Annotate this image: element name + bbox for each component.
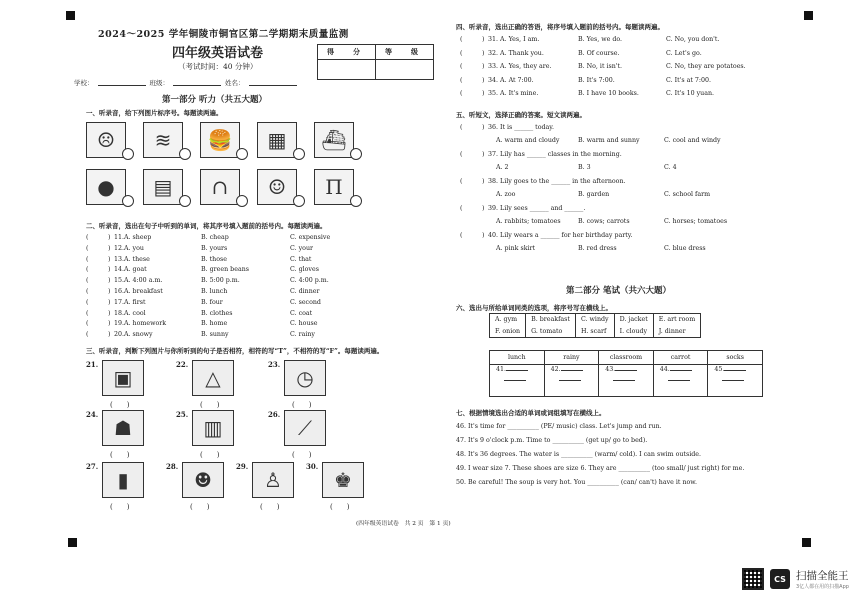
man-with-hat-icon: ♚ (322, 462, 364, 498)
sec4-question-row (456, 77, 796, 87)
question-number: 24. (86, 410, 99, 419)
question-number: 13. (114, 255, 125, 263)
class-label: 班级： (149, 79, 169, 87)
word-option: G. tomato (526, 326, 576, 338)
scanner-watermark (742, 568, 849, 590)
sec5-question-row (456, 124, 796, 148)
answer-paren-close[interactable]: ) (482, 178, 485, 185)
registration-mark (804, 11, 813, 20)
answer-paren-close[interactable]: ) (108, 288, 111, 295)
answer-paren-open[interactable]: ( (86, 298, 89, 306)
option-a: A. you (124, 244, 144, 252)
option-b: B. I have 10 books. (578, 90, 639, 97)
answer-paren-close[interactable]: ) (108, 244, 111, 252)
answer-circle[interactable] (350, 195, 362, 207)
exam-duration: （考试时间：40 分钟） (178, 62, 258, 71)
sec4-question-row (456, 36, 796, 46)
question-number: 26. (268, 410, 281, 419)
sec4-question-row (456, 50, 796, 60)
option-a: A. 2 (496, 164, 509, 171)
option-b: B. It's 7:00. (578, 76, 615, 84)
category-answer-cell[interactable] (653, 365, 708, 397)
option-a: A. zoo (496, 191, 516, 198)
option-b: B. home (201, 320, 228, 328)
app-tagline: 3亿人都在用的扫描App (796, 584, 849, 590)
answer-paren-open[interactable]: ( (460, 76, 463, 84)
option-b: B. clothes (201, 309, 233, 317)
school-field[interactable] (98, 78, 146, 86)
word-option: H. scarf (575, 326, 614, 338)
question-text: 40. Lily wears a ______ for her birthday party. (488, 232, 633, 239)
girl-icon: ☺ (257, 169, 297, 205)
section2-heading: 二、听录音，选出在句子中听到的单词，将其序号填入题前的括号内。每题读两遍。 (86, 222, 327, 230)
question-number: 45. (714, 366, 725, 373)
score-table (317, 44, 434, 80)
answer-paren-open[interactable]: ( (460, 90, 463, 97)
category-header: lunch (490, 351, 545, 365)
option-b: B. green beans (201, 266, 249, 274)
exam-title: 四年级英语试卷 (172, 46, 264, 61)
answer-circle[interactable] (122, 148, 134, 160)
answer-circle[interactable] (293, 148, 305, 160)
answer-paren-close[interactable]: ) (108, 320, 111, 328)
option-c: C. expensive (290, 234, 331, 241)
answer-paren-open[interactable]: ( (86, 288, 89, 295)
knife-icon: ⟋ (284, 410, 326, 446)
option-c: C. second (290, 298, 321, 306)
fill-in-sentence[interactable]: 50. Be careful! The soup is very hot. You __________ (can/ can't) have it now. (456, 479, 697, 486)
question-number: 20. (114, 331, 125, 339)
answer-paren-close[interactable]: ) (482, 76, 485, 84)
sec2-question-row (86, 256, 416, 266)
registration-mark (802, 538, 811, 547)
answer-paren-close[interactable]: ) (482, 205, 485, 212)
pants-icon: Π (314, 169, 354, 205)
option-a: 35. A. It's mine. (488, 90, 539, 97)
sec2-question-row (86, 277, 416, 287)
answer-paren-open[interactable]: ( (86, 309, 89, 317)
option-a: 31. A. Yes, I am. (488, 36, 540, 43)
option-c: C. coat (290, 309, 313, 317)
word-option: J. dinner (653, 326, 700, 338)
sec5-question-row (456, 178, 796, 202)
sec2-question-row (86, 288, 416, 298)
sec2-question-row (86, 299, 416, 309)
question-number: 17. (114, 298, 125, 306)
answer-paren-close[interactable]: ) (482, 49, 485, 57)
answer-paren-close[interactable]: ) (482, 36, 485, 43)
category-answer-cell[interactable] (544, 365, 599, 397)
score-cell[interactable] (318, 60, 376, 80)
option-a: A. breakfast (124, 288, 163, 295)
option-c: C. No, you don't. (666, 36, 720, 43)
option-a: A. cool (124, 309, 146, 317)
answer-paren-close[interactable]: ) (108, 255, 111, 263)
question-text: 36. It is ______ today. (488, 124, 555, 131)
section1-heading: 一、听录音，给下列图片标序号。每题读两遍。 (86, 109, 223, 117)
section6-heading: 六、选出与所给单词同类的选项，将序号写在横线上。 (456, 304, 612, 312)
question-number: 28. (166, 462, 179, 471)
option-b: B. garden (578, 191, 610, 198)
answer-parens[interactable]: ( ) (200, 451, 220, 459)
part2-title: 第二部分 笔试（共六大题） (566, 286, 671, 296)
option-a: 33. A. Yes, they are. (488, 63, 552, 70)
sec5-question-row (456, 151, 796, 175)
answer-paren-close[interactable]: ) (482, 232, 485, 239)
question-number: 43. (605, 366, 616, 373)
option-b: B. cheap (201, 234, 229, 241)
answer-paren-open[interactable]: ( (86, 320, 89, 328)
option-b: B. sunny (201, 331, 229, 339)
answer-circle[interactable] (122, 195, 134, 207)
category-header: classroom (599, 351, 654, 365)
word-option: C. windy (575, 314, 614, 326)
score-header: 得 分 (318, 45, 376, 60)
option-c: C. rainy (290, 331, 315, 339)
question-number: 15. (114, 277, 125, 285)
map-icon: ▤ (143, 169, 183, 205)
option-c: C. your (290, 244, 314, 252)
question-number: 42. (550, 366, 561, 373)
option-b: B. red dress (578, 245, 617, 252)
option-b: B. 3 (578, 164, 591, 171)
question-number: 23. (268, 360, 281, 369)
exam-header: 2024～2025 学年铜陵市铜官区第二学期期末质量监测 (98, 29, 349, 40)
answer-parens[interactable]: ( ) (292, 401, 312, 409)
sec2-question-row (86, 234, 416, 244)
section5-heading: 五、听短文，选择正确的答案。短文读两遍。 (456, 111, 586, 119)
answer-paren-close[interactable]: ) (108, 266, 111, 274)
option-a: 32. A. Thank you. (488, 49, 544, 57)
word-option: B. breakfast (526, 314, 576, 326)
category-answer-cell[interactable] (708, 365, 763, 397)
word-option: E. art room (653, 314, 700, 326)
option-c: C. that (290, 255, 312, 263)
scarf-icon: ∩ (200, 169, 240, 205)
question-number: 22. (176, 360, 189, 369)
answer-paren-close[interactable]: ) (108, 298, 111, 306)
question-number: 16. (114, 288, 125, 295)
classroom-icon: ▣ (102, 360, 144, 396)
option-c: C. dinner (290, 288, 320, 295)
answer-circle[interactable] (179, 195, 191, 207)
answer-circle[interactable] (350, 148, 362, 160)
word-option: A. gym (490, 314, 526, 326)
option-a: A. goat (124, 266, 147, 274)
registration-mark (68, 538, 77, 547)
option-c: C. 4:00 p.m. (290, 277, 329, 285)
answer-paren-open[interactable]: ( (460, 205, 463, 212)
page-footer: (四年级英语试卷 共 2 页 第 1 页) (356, 521, 451, 527)
sec5-question-row (456, 232, 796, 256)
section4-heading: 四、听录音，选出正确的答语，将序号填入题前的括号内。每题读两遍。 (456, 23, 664, 31)
sec2-question-row (86, 245, 416, 255)
answer-paren-open[interactable]: ( (86, 244, 89, 252)
option-a: A. pink skirt (496, 245, 536, 252)
question-number: 41. (496, 366, 507, 373)
category-header: carrot (653, 351, 708, 365)
window-room-icon: ▥ (192, 410, 234, 446)
question-number: 14. (114, 266, 125, 274)
fill-in-sentence[interactable]: 46. It's time for __________ (PE/ music) class. Let's jump and run. (456, 423, 662, 430)
answer-paren-open[interactable]: ( (460, 63, 463, 70)
fill-in-sentence[interactable]: 48. It's 36 degrees. The water is __________ (warm/ cold). I can swim outside. (456, 451, 701, 458)
answer-parens[interactable]: ( ) (292, 451, 312, 459)
registration-mark (66, 11, 75, 20)
word-option: F. onion (490, 326, 526, 338)
question-number: 27. (86, 462, 99, 471)
category-answer-cell[interactable] (599, 365, 654, 397)
answer-paren-open[interactable]: ( (460, 36, 463, 43)
tomato-icon: ● (86, 169, 126, 205)
option-c: C. Let's go. (666, 49, 702, 57)
sec2-question-row (86, 331, 416, 341)
option-c: C. It's at 7:00. (666, 76, 712, 84)
question-text: 38. Lily goes to the ______ in the afternoon. (488, 178, 626, 185)
answer-circle[interactable] (293, 195, 305, 207)
option-c: C. blue dress (664, 245, 706, 252)
option-a: A. snowy (124, 331, 153, 339)
category-header: rainy (544, 351, 599, 365)
app-name: 扫描全能王 (796, 570, 849, 582)
answer-paren-close[interactable]: ) (108, 277, 111, 285)
question-text: 37. Lily has ______ classes in the morning. (488, 151, 622, 158)
canada-flag-icon: ▮ (102, 462, 144, 498)
answer-paren-close[interactable]: ) (108, 309, 111, 317)
grade-cell[interactable] (376, 60, 434, 80)
reading-person-icon: ☗ (102, 410, 144, 446)
answer-paren-close[interactable]: ) (482, 151, 485, 158)
answer-circle[interactable] (179, 148, 191, 160)
sec4-question-row (456, 63, 796, 73)
sec2-question-row (86, 266, 416, 276)
question-number: 25. (176, 410, 189, 419)
answer-parens[interactable]: ( ) (110, 401, 130, 409)
question-number: 44. (659, 366, 670, 373)
section7-heading: 七、根据情境选出合适的单词或词组填写在横线上。 (456, 409, 606, 417)
option-a: A. sheep (124, 234, 152, 241)
option-b: B. No, it isn't. (578, 63, 623, 70)
option-b: B. Of course. (578, 49, 620, 57)
wind-icon: ≋ (143, 122, 183, 158)
section3-heading: 三、听录音，判断下列图片与你所听到的句子是否相符，相符的写“T”，不相符的写“F”。每题读两遍。 (86, 347, 384, 355)
option-b: B. 5:00 p.m. (201, 277, 240, 285)
question-number: 18. (114, 309, 125, 317)
sec2-question-row (86, 320, 416, 330)
clock-icon: ◷ (284, 360, 326, 396)
name-field[interactable] (249, 78, 297, 86)
answer-paren-open[interactable]: ( (460, 124, 463, 131)
option-c: C. cool and windy (664, 137, 721, 144)
ship-icon: ⛴ (314, 122, 354, 158)
student-info-line (74, 78, 297, 87)
category-table (489, 350, 763, 397)
option-c: C. house (290, 320, 318, 328)
hamburger-icon: 🍔 (200, 122, 240, 158)
option-a: A. warm and cloudy (496, 137, 560, 144)
part1-title: 第一部分 听力（共五大题） (162, 95, 267, 105)
sec2-question-row (86, 310, 416, 320)
option-b: B. Yes, we do. (578, 36, 623, 43)
skirt-icon: △ (192, 360, 234, 396)
answer-parens[interactable]: ( ) (110, 451, 130, 459)
option-a: A. rabbits; tomatoes (496, 218, 561, 225)
option-c: C. 4 (664, 164, 677, 171)
answer-paren-open[interactable]: ( (86, 277, 89, 285)
question-number: 21. (86, 360, 99, 369)
sec5-question-row (456, 205, 796, 229)
answer-parens[interactable]: ( ) (110, 503, 130, 511)
answer-parens[interactable]: ( ) (190, 503, 210, 511)
option-a: A. these (124, 255, 150, 263)
question-number: 19. (114, 320, 125, 328)
school-label: 学校： (74, 79, 94, 87)
answer-paren-open[interactable]: ( (86, 331, 89, 339)
option-a: 34. A. At 7:00. (488, 76, 534, 84)
option-a: A. homework (124, 320, 167, 328)
category-header: socks (708, 351, 763, 365)
word-option: D. jacket (614, 314, 653, 326)
option-b: B. yours (201, 244, 228, 252)
option-c: C. horses; tomatoes (664, 218, 728, 225)
question-number: 11. (114, 234, 125, 241)
answer-paren-close[interactable]: ) (482, 63, 485, 70)
answer-paren-open[interactable]: ( (460, 151, 463, 158)
option-c: C. school farm (664, 191, 711, 198)
fill-in-sentence[interactable]: 49. I wear size 7. These shoes are size 6. They are __________ (too small/ just right) for me. (456, 465, 745, 472)
answer-parens[interactable]: ( ) (200, 401, 220, 409)
brick-wall-icon: ▦ (257, 122, 297, 158)
option-b: B. cows; carrots (578, 218, 630, 225)
answer-parens[interactable]: ( ) (330, 503, 350, 511)
option-b: B. lunch (201, 288, 228, 295)
question-number: 29. (236, 462, 249, 471)
answer-paren-open[interactable]: ( (86, 255, 89, 263)
answer-paren-close[interactable]: ) (108, 331, 111, 339)
crying-person-icon: ☹ (86, 122, 126, 158)
answer-circle[interactable] (236, 195, 248, 207)
answer-parens[interactable]: ( ) (260, 503, 280, 511)
answer-paren-open[interactable]: ( (460, 49, 463, 57)
answer-paren-open[interactable]: ( (460, 232, 463, 239)
answer-paren-open[interactable]: ( (460, 178, 463, 185)
question-text: 39. Lily sees ______ and ______. (488, 205, 586, 212)
answer-paren-close[interactable]: ) (482, 124, 485, 131)
kids-playing-icon: ☻ (182, 462, 224, 498)
option-a: A. first (124, 298, 146, 306)
answer-circle[interactable] (236, 148, 248, 160)
boy-icon: ♙ (252, 462, 294, 498)
name-label: 姓名： (225, 79, 245, 87)
option-c: C. It's 10 yuan. (666, 90, 715, 97)
option-b: B. warm and sunny (578, 137, 640, 144)
question-number: 30. (306, 462, 319, 471)
answer-paren-close[interactable]: ) (482, 90, 485, 97)
answer-paren-open[interactable]: ( (86, 266, 89, 274)
class-field[interactable] (173, 78, 221, 86)
option-b: B. those (201, 255, 227, 263)
option-a: A. 4:00 a.m. (124, 277, 163, 285)
grade-header: 等 级 (376, 45, 434, 60)
sec4-question-row (456, 90, 796, 100)
word-option: I. cloudy (614, 326, 653, 338)
answer-paren-open[interactable]: ( (86, 234, 89, 241)
option-b: B. four (201, 298, 223, 306)
answer-paren-close[interactable]: ) (108, 234, 111, 241)
word-bank (489, 313, 701, 338)
qr-code-icon (742, 568, 764, 590)
question-number: 12. (114, 244, 125, 252)
option-c: C. No, they are potatoes. (666, 63, 746, 70)
option-c: C. gloves (290, 266, 319, 274)
camscanner-logo: CS (770, 569, 790, 589)
category-answer-cell[interactable] (490, 365, 545, 397)
fill-in-sentence[interactable]: 47. It's 9 o'clock p.m. Time to __________ (get up/ go to bed). (456, 437, 648, 444)
